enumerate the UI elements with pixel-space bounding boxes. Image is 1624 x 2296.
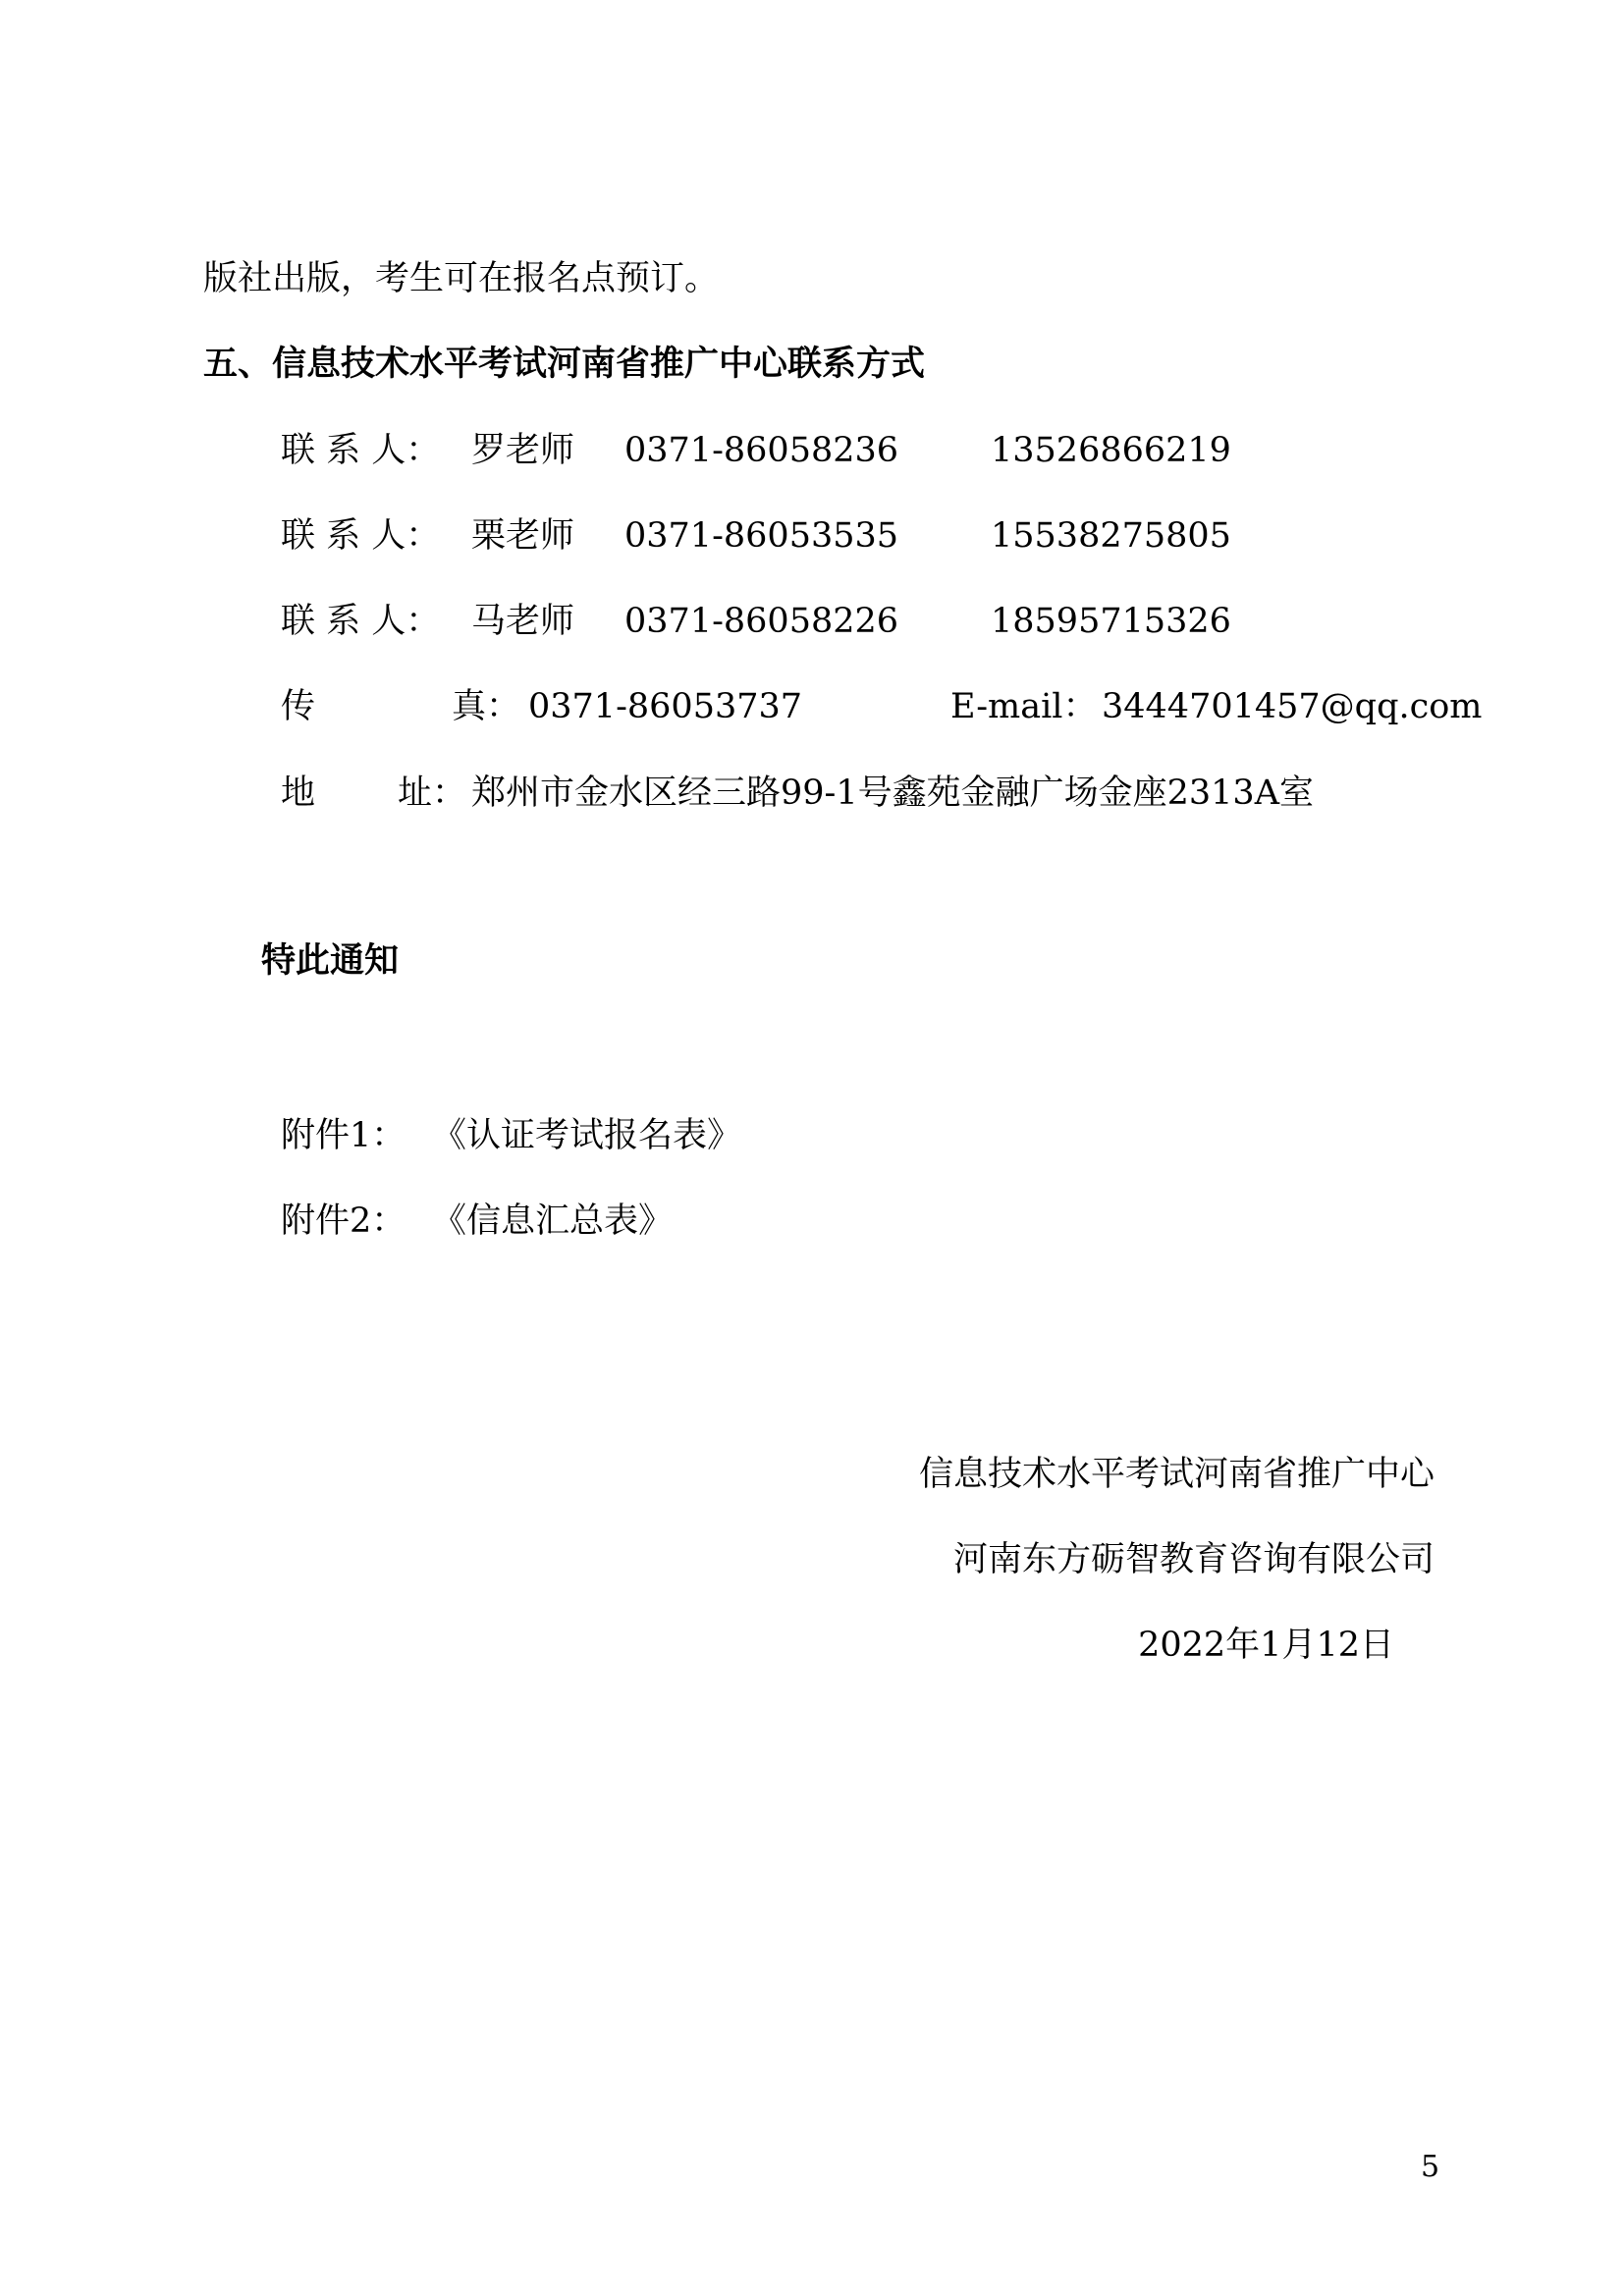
signature-org-1: 信息技术水平考试河南省推广中心 [918, 1455, 1435, 1494]
email-value: 3444701457@qq.com [1102, 687, 1483, 726]
fax-label-end: 真： [452, 687, 521, 726]
fax-label-start: 传 [281, 687, 316, 726]
contact-phone: 0371-86058236 [624, 431, 899, 470]
attachment-title: 《认证考试报名表》 [432, 1116, 742, 1155]
contact-phone: 0371-86058226 [624, 602, 899, 641]
page-number: 5 [1421, 2150, 1440, 2184]
contact-name: 罗老师 [471, 431, 575, 470]
attachment-label: 附件1： [281, 1116, 406, 1155]
address-label-start: 地 [281, 774, 316, 813]
email-label: E-mail： [950, 687, 1098, 726]
contact-name: 栗老师 [471, 516, 575, 556]
attachment-title: 《信息汇总表》 [432, 1201, 674, 1241]
address-label-end: 址： [398, 774, 467, 813]
contact-mobile: 18595715326 [991, 602, 1231, 641]
contact-name: 马老师 [471, 602, 575, 641]
contact-phone: 0371-86053535 [624, 516, 899, 556]
contact-mobile: 13526866219 [991, 431, 1231, 470]
notice-text: 特此通知 [261, 940, 400, 981]
address-value: 郑州市金水区经三路99-1号鑫苑金融广场金座2313A室 [471, 774, 1314, 813]
fax-value: 0371-86053737 [528, 687, 803, 726]
signature-org-2: 河南东方砺智教育咨询有限公司 [952, 1540, 1435, 1579]
attachment-label: 附件2： [281, 1201, 406, 1241]
section-heading: 五、信息技术水平考试河南省推广中心联系方式 [203, 344, 926, 384]
paragraph-continuation: 版社出版，考生可在报名点预订。 [203, 259, 720, 298]
contact-label: 联 系 人： [281, 516, 441, 556]
contact-label: 联 系 人： [281, 431, 441, 470]
contact-label: 联 系 人： [281, 602, 441, 641]
contact-mobile: 15538275805 [991, 516, 1231, 556]
signature-date: 2022年1月12日 [1138, 1626, 1394, 1665]
